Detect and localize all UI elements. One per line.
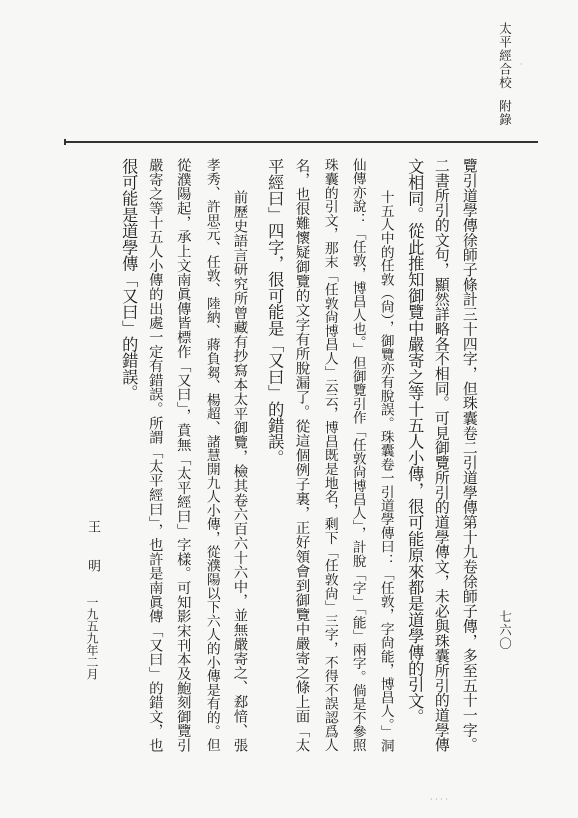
paragraph-3-line-1: 前歷史語言研究所曾藏有抄寫本太平御覽，檢其卷六百六十六中，並無嚴寄之、郄愔、張 [231,190,248,752]
paragraph-1-line-2: 二書所引的文句，顯然詳略各不相同。可見御覽所引的道學傳文，未必與珠囊所引的道學傳 [432,158,451,752]
signature-date: 一九五九年二月 [85,596,99,680]
running-header-title [498,22,511,127]
paragraph-1-line-3: 文相同。從此推知御覽中嚴寄之等十五人小傳，很可能原來都是道學傳的引文。 [405,158,425,725]
paragraph-3-line-3: 從濮陽起，承上文南眞傳皆標作「又曰」，賁無「太平經曰」字樣。可知影宋刊本及鮑刻御覽引 [175,158,192,753]
page-number: 七六〇 [497,610,513,651]
paragraph-2-line-4: 名，也很難懷疑御覽的文字有所脫漏了。從這個例子裏，正好領會到御覽中嚴寄之條上面「太 [293,158,310,753]
header-rule [64,141,538,143]
bottom-mark: · · · · [430,795,448,804]
paragraph-3-line-2: 孝秀、許思元、任敦、陸納、蔣負芻、楊超、諸慧開九人小傳，從濮陽以下六人的小傳是有的。但 [203,158,220,752]
paragraph-1-line-1: 覽引道學傳徐師子條計三十四字，但珠囊卷二引道學傳第十九卷徐師子傳，多至五十一字。 [460,158,479,752]
paragraph-3-line-5: 很可能是道學傳「又曰」的錯誤。 [119,158,139,401]
rule-end-tick [64,139,66,145]
paragraph-2-line-2: 仙傳亦說：「任敦，博昌人也。」但御覽引作「任敦尙博昌人」，計脫「字」「能」兩字。倘是不參照 [349,158,366,752]
author-name: 王明 [85,520,100,598]
paragraph-2-line-3: 珠囊的引文，那末「任敦尙博昌人」云云，博昌既是地名，剩下「任敦尙」三字，不得不誤認爲人 [321,158,338,752]
header-section: 附錄 [497,99,513,127]
paragraph-2-line-1: 十五人中的任敦（尙），御覽亦有脫誤。珠囊卷一引道學傳曰：「任敦，字尙能，博昌人。」洞 [377,190,394,753]
paragraph-3-line-4: 嚴寄之等十五人小傳的出處一定有錯誤。所謂「太平經曰」，也許是南眞傳「又曰」的錯文，也 [147,158,164,753]
corner-mark: · [520,60,523,69]
paragraph-2-line-5: 平經曰」四字，很可能是「又曰」的錯誤。 [265,158,285,466]
header-book-title: 太平經合校 [497,22,513,90]
